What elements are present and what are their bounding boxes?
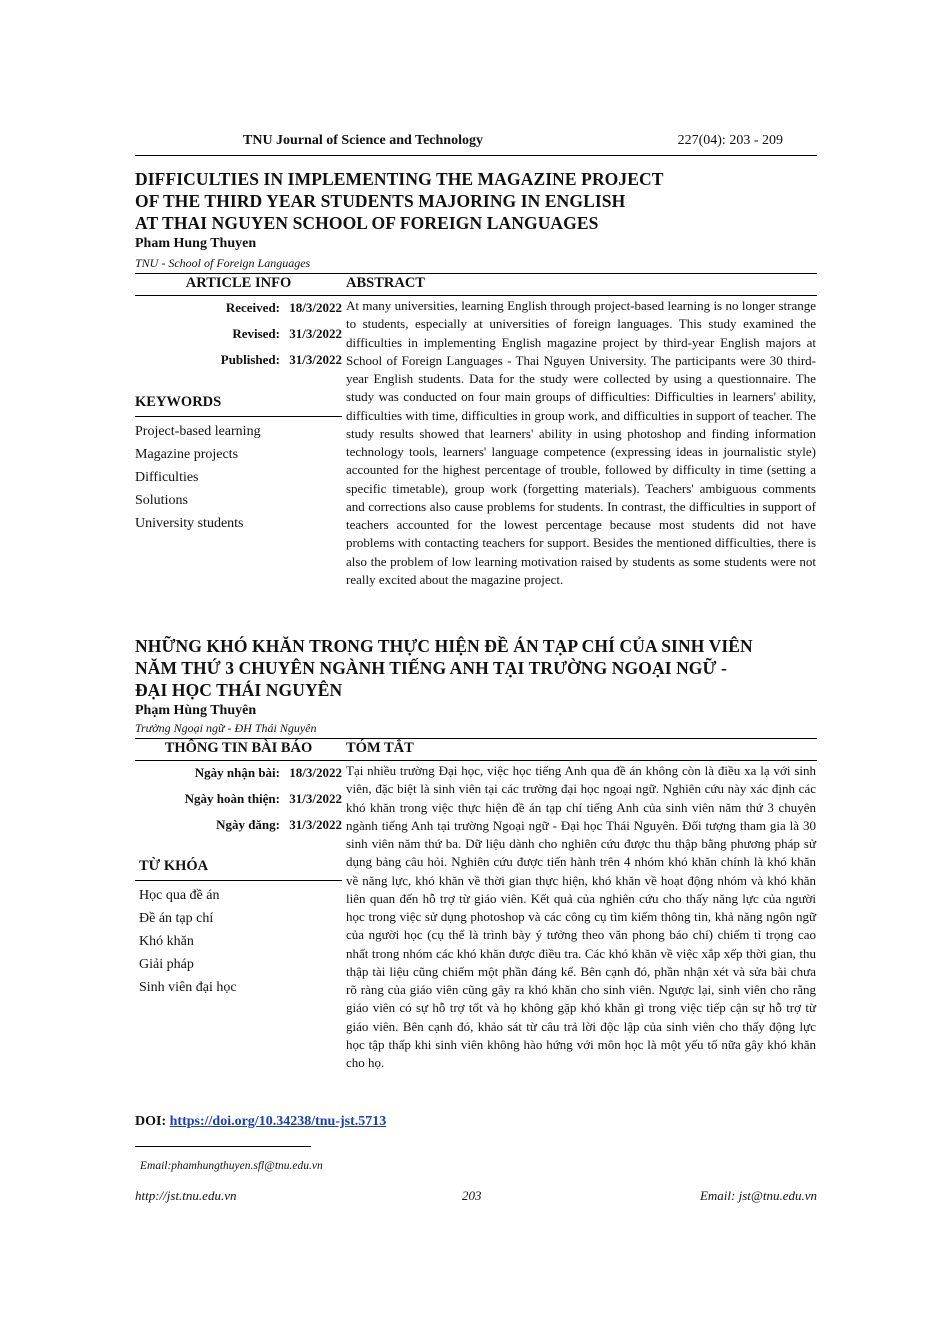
page-number: 203 <box>462 1188 482 1203</box>
english-keywords <box>135 420 261 535</box>
journal-url: http://jst.tnu.edu.vn <box>135 1188 237 1203</box>
keyword-item: Học qua đề án <box>139 888 220 903</box>
vietnamese-title-line: NĂM THỨ 3 CHUYÊN NGÀNH TIẾNG ANH TẠI TRƯỜNG NGOẠI NGỮ - <box>135 658 727 678</box>
english-affiliation: TNU - School of Foreign Languages <box>135 256 311 270</box>
page-footer <box>135 1188 817 1208</box>
vietnamese-title <box>135 635 825 701</box>
keywords-heading: KEYWORDS <box>135 394 222 410</box>
english-title-line: OF THE THIRD YEAR STUDENTS MAJORING IN ENGLISH <box>135 191 626 211</box>
english-title <box>135 168 825 234</box>
keyword-item: University students <box>135 516 244 531</box>
vietnamese-keywords-rule <box>135 880 342 881</box>
issue-pages: 227(04): 203 - 209 <box>677 133 783 148</box>
english-dates <box>135 300 342 380</box>
abstract-heading: ABSTRACT <box>346 275 425 291</box>
keyword-item: Solutions <box>135 493 188 508</box>
published-date: Published: 31/3/2022 <box>220 352 342 367</box>
vietnamese-info-rule-bottom <box>135 760 817 761</box>
keyword-item: Giải pháp <box>139 957 194 972</box>
keyword-item: Project-based learning <box>135 424 261 439</box>
keyword-item: Đề án tạp chí <box>139 911 214 926</box>
keywords-rule <box>135 416 342 417</box>
doi-link[interactable]: https://doi.org/10.34238/tnu-jst.5713 <box>169 1114 387 1129</box>
revised-date: Revised: 31/3/2022 <box>232 326 342 341</box>
vietnamese-keywords <box>139 884 237 999</box>
english-author: Pham Hung Thuyen <box>135 236 257 251</box>
vietnamese-abstract: Tại nhiều trường Đại học, việc học tiếng Anh qua đề án không còn là điều xa lạ với sinh viên, đặc biệt là sinh viên tại các trường đại học ngoại ngữ. Nghiên cứu này xác định các khó khăn trong việc thực hiện đề án tạp chí tiếng Anh của sinh viên năm thứ 3 chuyên ngành tiếng Anh tại trường Ngoại ngữ - Đại học Thái Nguyên. Đối tượng tham gia là 30 sinh viên năm thứ ba. Dữ liệu dành cho nghiên cứu được thu thập bằng phương pháp sử dụng bảng câu hỏi. Nghiên cứu được tiến hành trên 4 nhóm khó khăn chính là khó khăn về năng lực, khó khăn về thời gian thực hiện, khó khăn về hoạt động nhóm và khó khăn liên quan đến hỗ trợ từ giáo viên. Kết quả của nghiên cứu cho thấy năng lực của người học trong việc sử dụng photoshop và các công cụ tìm kiếm thông tin, khả năng ngôn ngữ của người học (cụ thể là trình bày ý tưởng theo văn phong báo chí) chiếm tỉ trọng cao nhất trong nhóm các khó khăn được điều tra. Các khó khăn về việc xắp xếp thời gian, thu thập tài liệu cũng chiếm một phần đáng kể. Bên cạnh đó, phần nhận xét và sửa bài chưa rõ ràng của giáo viên cũng gây ra khó khăn cho sinh viên. Ngược lại, sinh viên cho rằng giáo viên có sự hỗ trợ tốt và họ không gặp khó khăn gì trong việc tiếp cận sự hỗ trợ từ giáo viên. Bên cạnh đó, khảo sát từ câu trả lời độc lập của sinh viên cho thấy động lực học tập thấp khi sinh viên không hào hứng với môn học là một yếu tố nữa gây khó khăn cho họ. <box>346 763 816 1070</box>
doi-line <box>135 1114 386 1130</box>
vietnamese-abstract-heading: TÓM TẮT <box>346 740 414 756</box>
published-date: Ngày đăng: 31/3/2022 <box>216 817 342 832</box>
keyword-item: Magazine projects <box>135 447 239 462</box>
vietnamese-dates <box>135 765 342 845</box>
vietnamese-title-line: ĐẠI HỌC THÁI NGUYÊN <box>135 680 343 700</box>
journal-email: Email: jst@tnu.edu.vn <box>699 1188 817 1203</box>
received-date: Ngày nhận bài: 18/3/2022 <box>194 765 342 780</box>
english-title-line: DIFFICULTIES IN IMPLEMENTING THE MAGAZINE PROJECT <box>135 169 664 189</box>
vietnamese-title-line: NHỮNG KHÓ KHĂN TRONG THỰC HIỆN ĐỀ ÁN TẠP CHÍ CỦA SINH VIÊN <box>135 636 753 656</box>
author-email-footnote: Email:phamhungthuyen.sfl@tnu.edu.vn <box>140 1160 323 1172</box>
article-info-heading: ARTICLE INFO <box>185 275 292 291</box>
keyword-item: Difficulties <box>135 470 199 485</box>
header-rule <box>135 155 817 156</box>
vietnamese-info-heading: THÔNG TIN BÀI BÁO <box>164 740 313 756</box>
vietnamese-info-rule-top <box>135 738 817 739</box>
vietnamese-affiliation: Trường Ngoại ngữ - ĐH Thái Nguyên <box>135 721 317 735</box>
english-info-rule-top <box>135 273 817 274</box>
received-date: Received: 18/3/2022 <box>225 300 342 315</box>
running-header <box>135 133 817 153</box>
keyword-item: Khó khăn <box>139 934 194 949</box>
footnote-rule <box>135 1146 311 1147</box>
vietnamese-keywords-heading: TỪ KHÓA <box>139 858 209 874</box>
keyword-item: Sinh viên đại học <box>139 980 237 995</box>
vietnamese-author: Phạm Hùng Thuyên <box>135 703 257 718</box>
journal-name: TNU Journal of Science and Technology <box>243 133 483 148</box>
english-abstract: At many universities, learning English through project-based learning is no longer strange to students, especially at universities of foreign languages. This study examined the difficulties in implementing English magazine project by third-year English majors at School of Foreign Languages - Thai Nguyen University. The participants were 30 third-year English students. Data for the study were collected by using a questionnaire. The study was conducted on four main groups of difficulties: Difficulties in learners' ability, difficulties with time, difficulties in group work, and difficulties in support of teacher. The study results showed that learners' ability in using photoshop and finding information technology tools, learners' language competence (expressing ideas in journalistic style) accounted for the highest percentage of trouble, followed by difficulty in time (setting a specific timetable), group work (forgetting materials). Teachers' ambiguous comments and corrections also cause problems for students. In contrast, the difficulties in support of teachers accounted for the lowest percentage because most students did not have problems with contacting teachers for support. Besides the mentioned difficulties, there is also the problem of low learning motivation raised by students as some students were not really excited about the magazine project. <box>346 298 816 587</box>
doi-label: DOI: <box>135 1114 167 1129</box>
english-info-rule-bottom <box>135 295 817 296</box>
revised-date: Ngày hoàn thiện: 31/3/2022 <box>184 791 342 806</box>
english-title-line: AT THAI NGUYEN SCHOOL OF FOREIGN LANGUAGES <box>135 213 599 233</box>
